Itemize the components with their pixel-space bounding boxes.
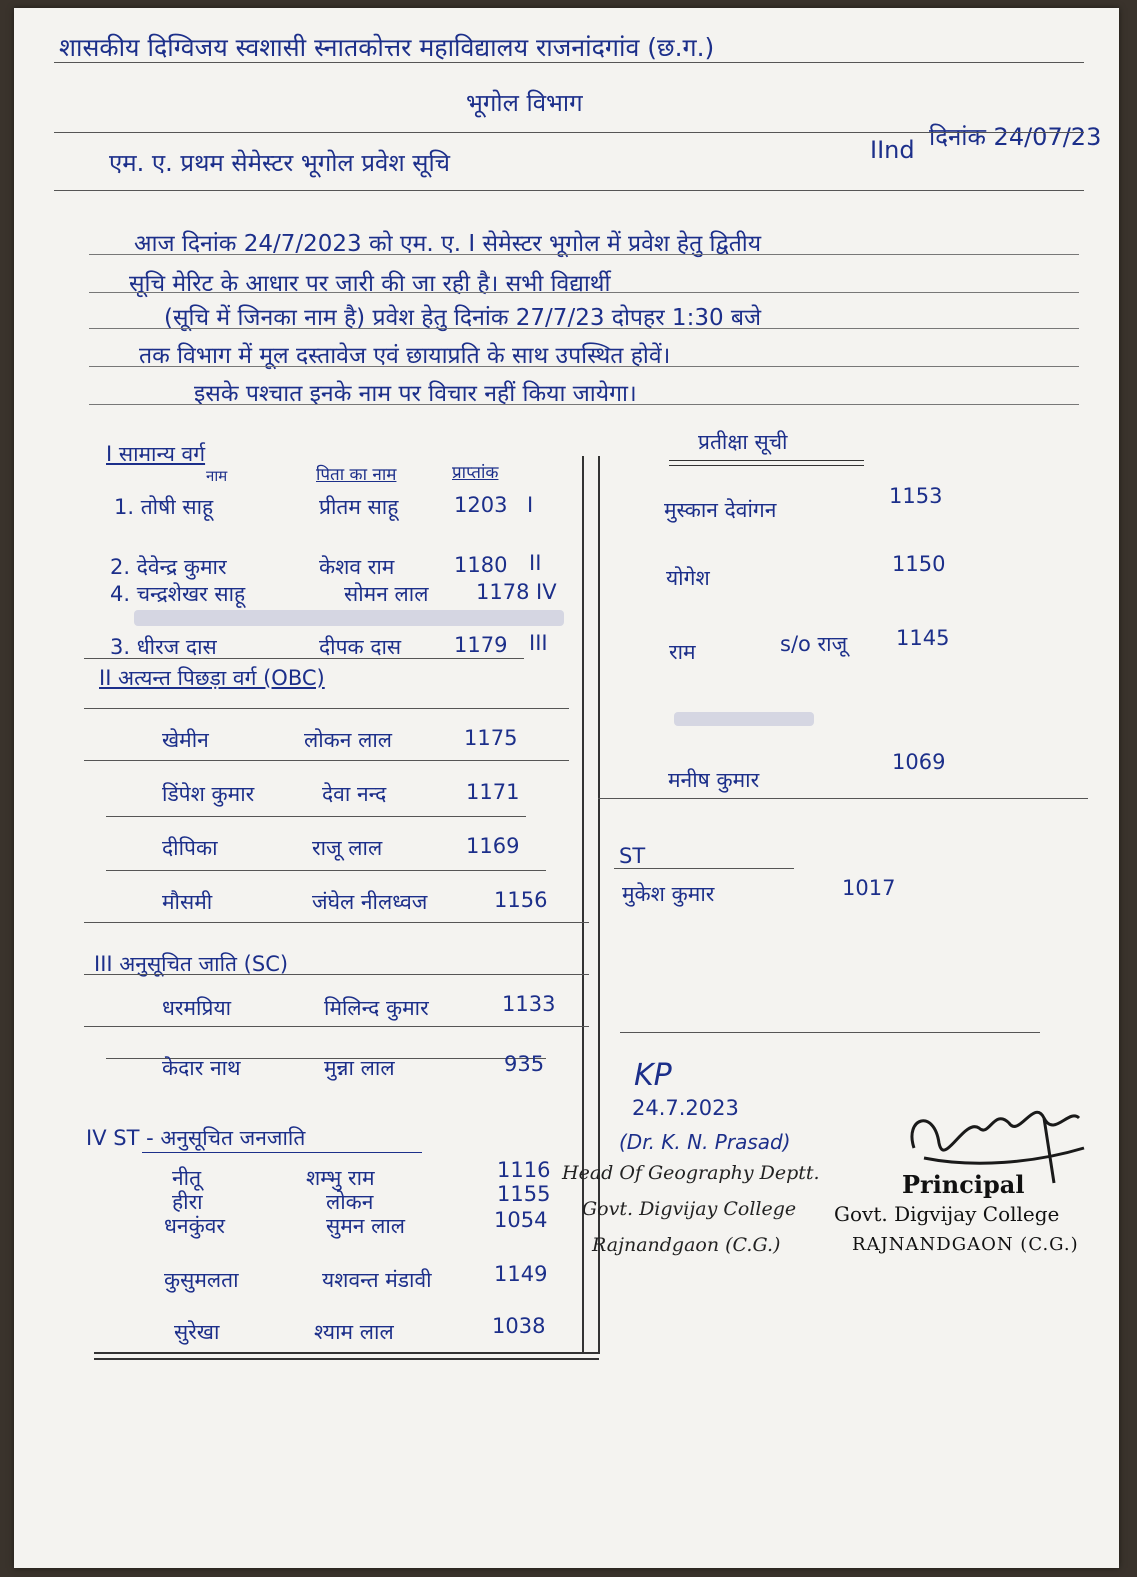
father-name: लोकन लाल — [304, 728, 393, 752]
student-name: 3. धीरज दास — [110, 635, 217, 659]
notice-line: आज दिनांक 24/7/2023 को एम. ए. I सेमेस्टर भूगोल में प्रवेश हेतु द्वितीय — [134, 231, 762, 257]
department-name: भूगोल विभाग — [466, 89, 583, 117]
section-st-label: IV ST - अनुसूचित जनजाति — [86, 1126, 306, 1150]
marks: 1017 — [842, 876, 896, 900]
principal-college-stamp: Govt. Digvijay College — [834, 1202, 1060, 1226]
column-father-header: पिता का नाम — [316, 465, 397, 485]
hod-college-stamp: Govt. Digvijay College — [582, 1198, 797, 1220]
hod-name: (Dr. K. N. Prasad) — [619, 1130, 791, 1154]
marks: 1069 — [892, 750, 946, 774]
rank: I — [527, 493, 534, 517]
notice-line: तक विभाग में मूल दस्तावेज एवं छायाप्रति के साथ उपस्थित होवें। — [139, 343, 671, 369]
student-name: मनीष कुमार — [668, 768, 760, 792]
father-name: राजू लाल — [312, 836, 383, 860]
marks: 1149 — [494, 1262, 548, 1286]
hod-city-stamp: Rajnandgaon (C.G.) — [592, 1234, 781, 1256]
marks: 1145 — [896, 626, 950, 650]
list-date: दिनांक 24/07/23 — [929, 123, 1102, 151]
student-name: योगेश — [666, 566, 710, 590]
marks: 1178 — [476, 580, 530, 604]
list-number: IInd — [870, 136, 915, 164]
marks: 1203 — [454, 493, 508, 517]
student-name: दीपिका — [162, 836, 218, 860]
student-name: 1. तोषी साहू — [114, 495, 214, 519]
father-name: यशवन्त मंडावी — [322, 1268, 432, 1292]
student-name: मौसमी — [162, 890, 213, 914]
student-name: खेमीन — [162, 728, 209, 752]
erased-entry-smudge — [674, 712, 814, 726]
father-name: श्याम लाल — [314, 1320, 394, 1344]
list-title: एम. ए. प्रथम सेमेस्टर भूगोल प्रवेश सूचि — [109, 149, 450, 177]
student-name: डिंपेश कुमार — [162, 782, 255, 806]
column-name-header: नाम — [206, 467, 228, 485]
marks: 1054 — [494, 1208, 548, 1232]
erased-entry-smudge — [134, 610, 564, 626]
college-name: शासकीय दिग्विजय स्वशासी स्नातकोत्तर महाविद्यालय राजनांदगांव (छ.ग.) — [59, 33, 715, 62]
father-name: जंघेल नीलध्वज — [312, 890, 428, 914]
notice-line: (सूचि में जिनका नाम है) प्रवेश हेतु दिनांक 27/7/23 दोपहर 1:30 बजे — [164, 305, 762, 331]
student-name: 2. देवेन्द्र कुमार — [110, 555, 227, 579]
marks: 1175 — [464, 726, 518, 750]
marks: 1150 — [892, 552, 946, 576]
rank: IV — [536, 580, 557, 604]
student-name: हीरा — [172, 1190, 203, 1214]
marks: 1169 — [466, 834, 520, 858]
marks: 1179 — [454, 633, 508, 657]
father-name: दीपक दास — [319, 635, 402, 659]
notice-line: सूचि मेरिट के आधार पर जारी की जा रही है। सभी विद्यार्थी — [129, 271, 611, 297]
marks: 1156 — [494, 888, 548, 912]
student-name: धरमप्रिया — [162, 996, 232, 1020]
father-name: s/o राजू — [780, 632, 848, 656]
section-sc-label: III अनुसूचित जाति (SC) — [94, 952, 289, 976]
father-name: शम्भु राम — [306, 1166, 375, 1190]
marks: 1038 — [492, 1314, 546, 1338]
father-name: मिलिन्द कुमार — [324, 996, 429, 1020]
student-name: मुस्कान देवांगन — [664, 498, 777, 522]
waiting-st-label: ST — [619, 844, 646, 868]
hod-sign-date: 24.7.2023 — [632, 1096, 739, 1120]
marks: 1116 — [497, 1158, 551, 1182]
student-name: राम — [669, 640, 696, 664]
marks: 1180 — [454, 553, 508, 577]
student-name: मुकेश कुमार — [622, 882, 715, 906]
student-name: कुसुमलता — [164, 1268, 239, 1292]
marks: 935 — [504, 1052, 545, 1076]
hod-title-stamp: Head Of Geography Deptt. — [562, 1162, 820, 1184]
student-name: 4. चन्द्रशेखर साहू — [110, 582, 246, 606]
section-general-label: I सामान्य वर्ग — [106, 442, 206, 466]
column-marks-header: प्राप्तांक — [452, 463, 499, 483]
document-page — [14, 8, 1119, 1568]
father-name: लोकन — [326, 1190, 374, 1214]
student-name: केदार नाथ — [162, 1056, 241, 1080]
student-name: नीतू — [172, 1166, 202, 1190]
father-name: देवा नन्द — [322, 782, 387, 806]
rank: III — [529, 631, 548, 655]
student-name: धनकुंवर — [164, 1214, 225, 1238]
rank: II — [529, 551, 542, 575]
marks: 1171 — [466, 780, 520, 804]
father-name: सुमन लाल — [326, 1214, 405, 1238]
marks: 1133 — [502, 992, 556, 1016]
waiting-list-label: प्रतीक्षा सूची — [698, 430, 788, 454]
father-name: प्रीतम साहू — [319, 495, 399, 519]
section-obc-label: II अत्यन्त पिछड़ा वर्ग (OBC) — [99, 666, 325, 690]
principal-title-stamp: Principal — [902, 1170, 1025, 1199]
student-name: सुरेखा — [174, 1320, 220, 1344]
notice-line: इसके पश्चात इनके नाम पर विचार नहीं किया जायेगा। — [194, 381, 637, 407]
father-name: केशव राम — [319, 555, 395, 579]
marks: 1153 — [889, 484, 943, 508]
marks: 1155 — [497, 1182, 551, 1206]
father-name: सोमन लाल — [344, 582, 429, 606]
hod-signature: KP — [634, 1058, 672, 1093]
father-name: मुन्ना लाल — [324, 1056, 395, 1080]
principal-city-stamp: RAJNANDGAON (C.G.) — [852, 1234, 1079, 1255]
